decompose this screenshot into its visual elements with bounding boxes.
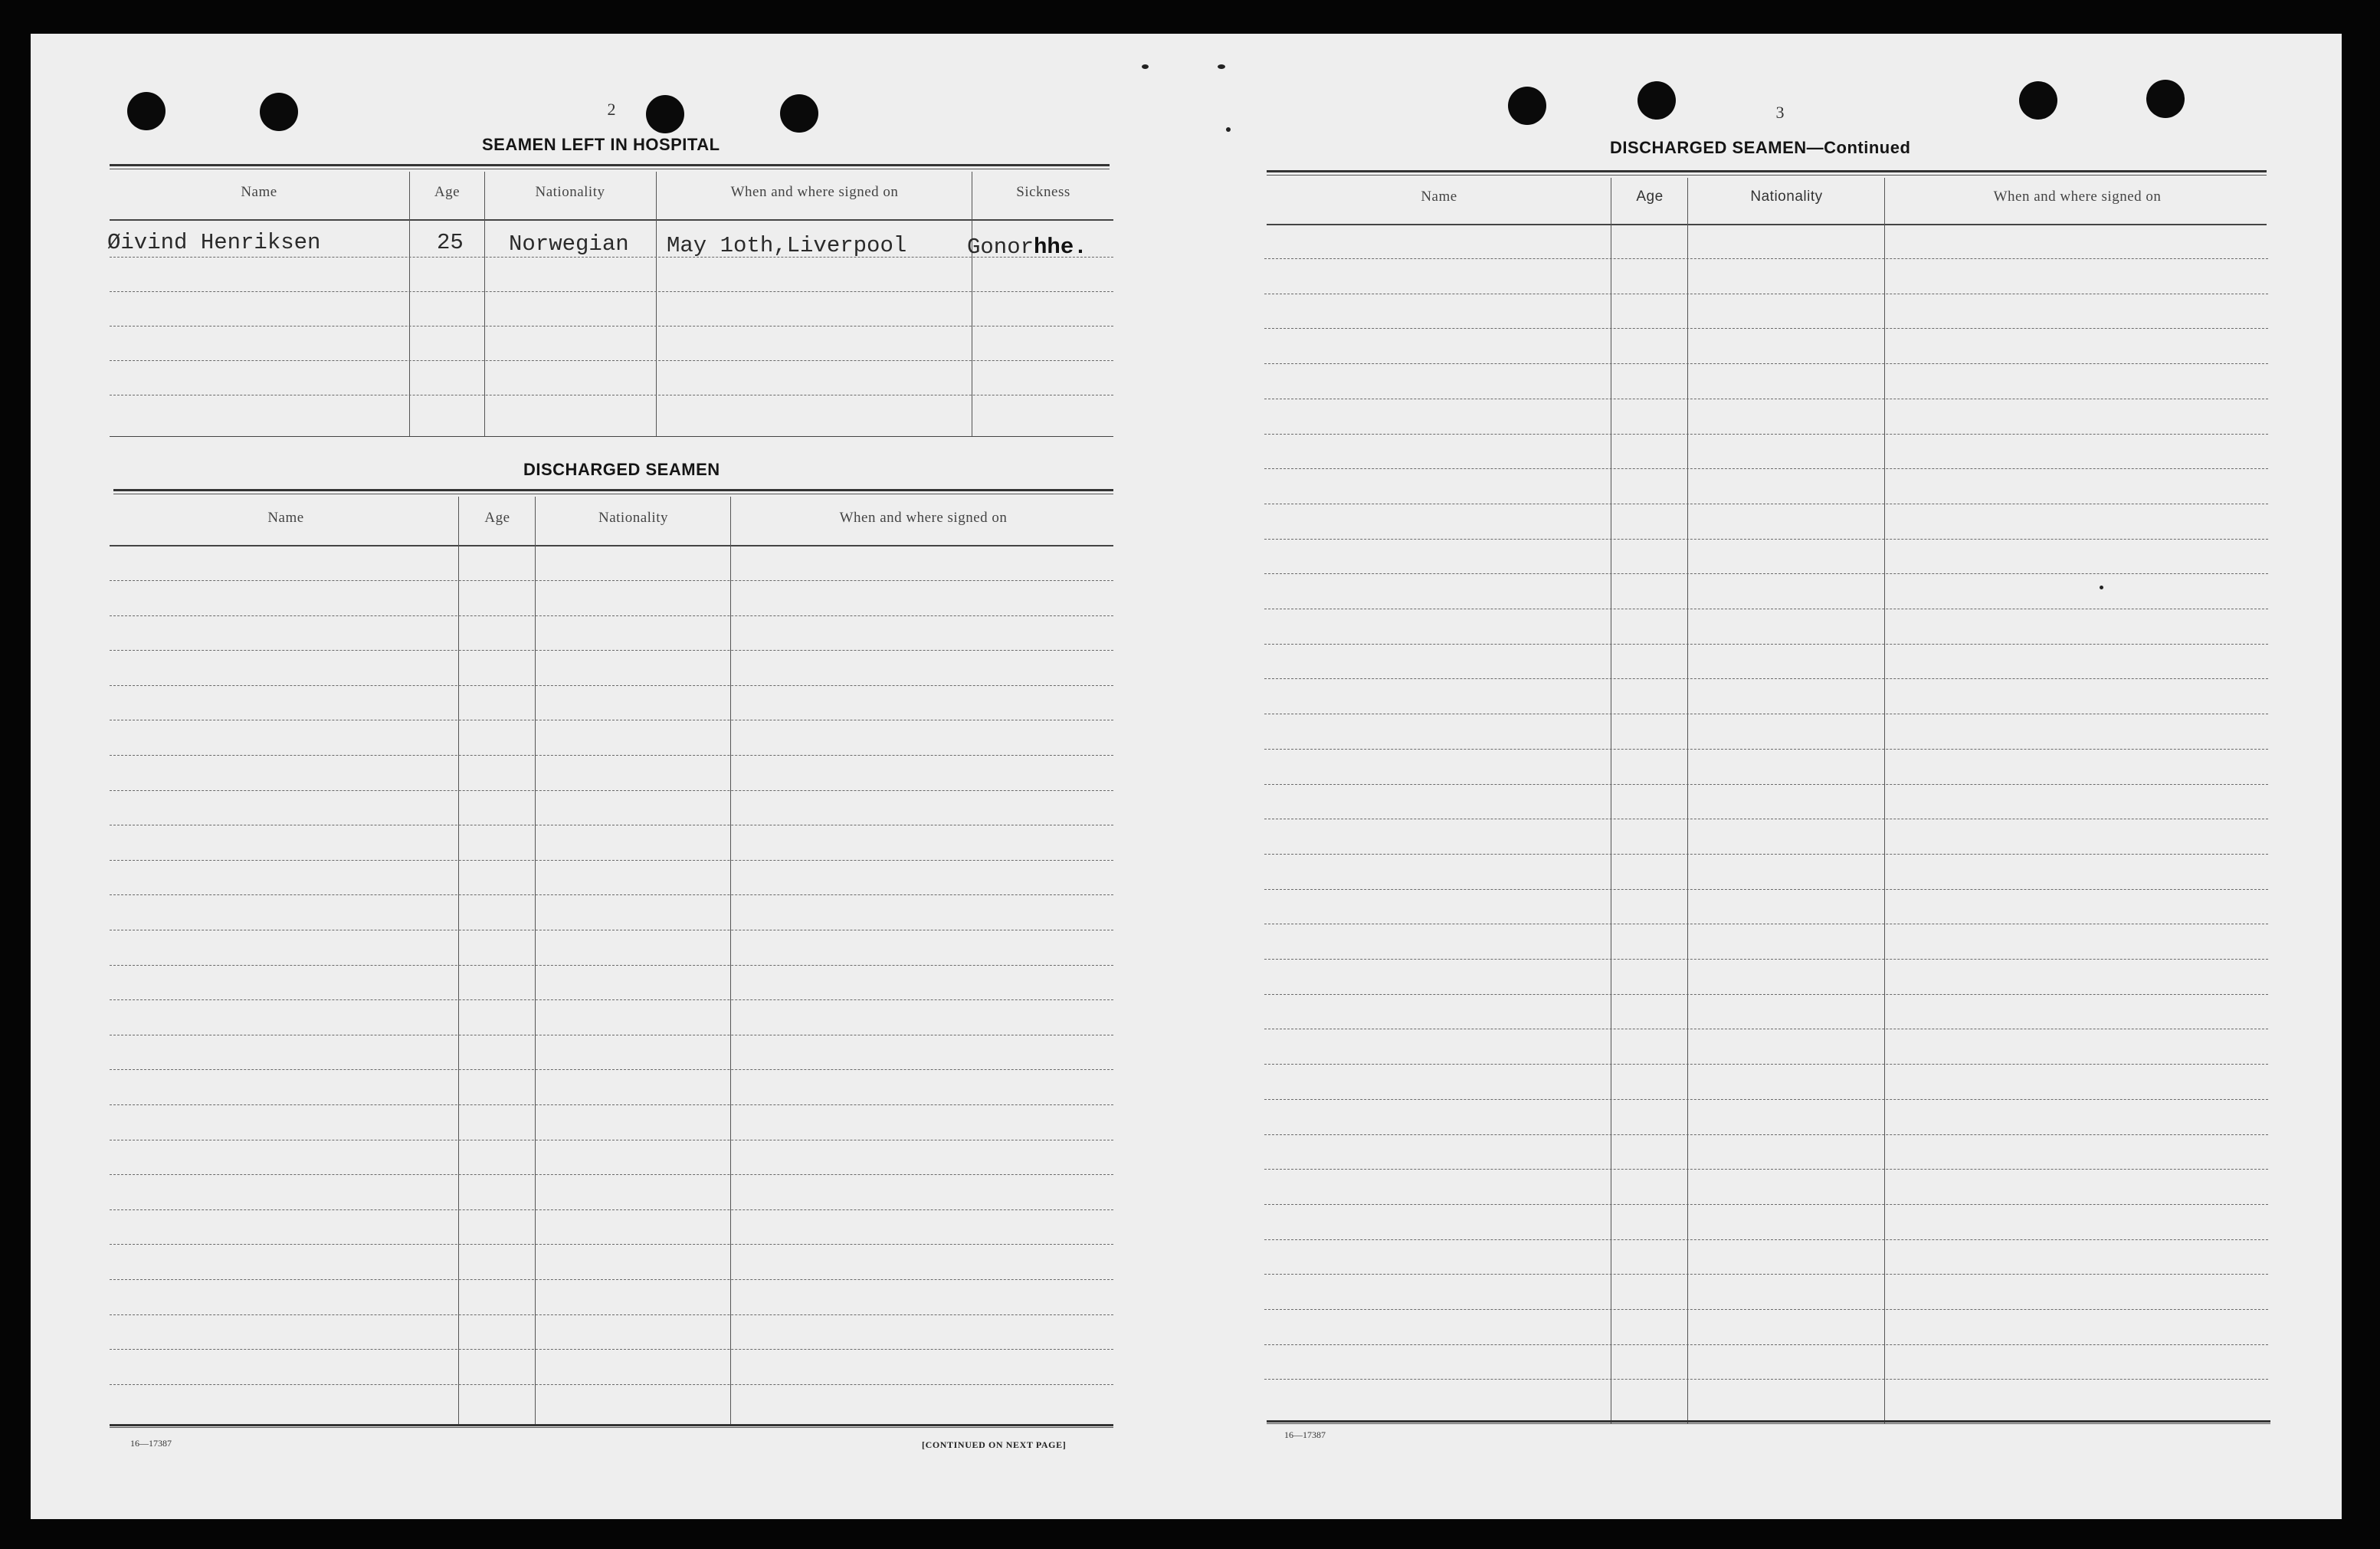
punch-hole bbox=[780, 94, 818, 133]
row-line bbox=[110, 650, 1113, 651]
row-line bbox=[1264, 749, 2268, 750]
column-divider bbox=[1884, 178, 1885, 1424]
discharged-section-title: DISCHARGED SEAMEN bbox=[523, 460, 720, 479]
punch-hole bbox=[127, 92, 166, 130]
table-top-rule bbox=[113, 489, 1113, 494]
row-line bbox=[110, 1104, 1113, 1105]
row-line bbox=[110, 1314, 1113, 1315]
row-line bbox=[1264, 468, 2268, 469]
row-line bbox=[1264, 539, 2268, 540]
table-top-rule bbox=[110, 164, 1110, 169]
row-line bbox=[110, 1174, 1113, 1175]
page-number: 3 bbox=[1775, 103, 1785, 122]
column-divider bbox=[458, 497, 459, 1426]
sickness-overtyped: hhe. bbox=[1034, 235, 1087, 260]
row-line bbox=[110, 860, 1113, 861]
row-line bbox=[110, 755, 1113, 756]
row-line bbox=[1264, 1134, 2268, 1135]
row-line bbox=[1264, 573, 2268, 574]
row-line bbox=[110, 1279, 1113, 1280]
column-divider bbox=[656, 172, 657, 437]
paper-speck bbox=[1226, 127, 1231, 132]
column-divider bbox=[484, 172, 485, 437]
row-line bbox=[1264, 1169, 2268, 1170]
header-rule bbox=[110, 219, 1113, 221]
row-line bbox=[110, 360, 1113, 361]
discharged-continued-title: DISCHARGED SEAMEN—Continued bbox=[1610, 138, 1911, 157]
punch-hole bbox=[1508, 87, 1546, 125]
hospital-section-title: SEAMEN LEFT IN HOSPITAL bbox=[482, 135, 720, 154]
hospital-row-sickness bbox=[967, 235, 1087, 260]
col-header-age: Age bbox=[434, 184, 461, 200]
row-line bbox=[1264, 1099, 2268, 1100]
table-bottom-rule bbox=[1267, 1420, 2270, 1424]
hospital-row-age: 25 bbox=[437, 230, 464, 255]
row-line bbox=[110, 1209, 1113, 1210]
continued-note: [CONTINUED ON NEXT PAGE] bbox=[922, 1439, 1067, 1450]
col-header-nationality: Nationality bbox=[598, 510, 668, 526]
row-line bbox=[1264, 1204, 2268, 1205]
row-line bbox=[1264, 678, 2268, 679]
column-divider bbox=[730, 497, 731, 1426]
col-header-name: Name bbox=[267, 510, 304, 526]
row-line bbox=[1264, 994, 2268, 995]
paper-speck bbox=[1218, 64, 1225, 69]
column-divider bbox=[409, 172, 410, 437]
punch-hole bbox=[646, 95, 684, 133]
table-bottom-rule bbox=[110, 1424, 1113, 1428]
col-header-signed-on: When and where signed on bbox=[1993, 189, 2162, 205]
col-header-signed-on: When and where signed on bbox=[730, 184, 899, 200]
col-header-age: Age bbox=[484, 510, 510, 526]
row-line bbox=[110, 1244, 1113, 1245]
form-number: 16—17387 bbox=[1284, 1429, 1326, 1440]
row-line bbox=[110, 326, 1113, 327]
header-rule bbox=[1267, 224, 2267, 225]
punch-hole bbox=[2019, 81, 2057, 120]
row-line bbox=[1264, 434, 2268, 435]
table-bottom-rule bbox=[110, 436, 1113, 437]
col-header-sickness: Sickness bbox=[1016, 184, 1070, 200]
row-line bbox=[110, 257, 1113, 258]
punch-hole bbox=[1637, 81, 1676, 120]
col-header-name: Name bbox=[1421, 189, 1457, 205]
form-number: 16—17387 bbox=[130, 1438, 172, 1449]
row-line bbox=[1264, 1379, 2268, 1380]
row-line bbox=[1264, 1274, 2268, 1275]
row-line bbox=[1264, 1344, 2268, 1345]
row-line bbox=[110, 291, 1113, 292]
row-line bbox=[1264, 1309, 2268, 1310]
row-line bbox=[110, 1349, 1113, 1350]
row-line bbox=[110, 615, 1113, 616]
col-header-name: Name bbox=[241, 184, 277, 200]
row-line bbox=[1264, 258, 2268, 259]
row-line bbox=[1264, 328, 2268, 329]
row-line bbox=[110, 1384, 1113, 1385]
row-line bbox=[1264, 1064, 2268, 1065]
paper-speck bbox=[2100, 586, 2103, 589]
hospital-row-signed-on: May 1oth,Liverpool bbox=[667, 233, 907, 258]
row-line bbox=[1264, 363, 2268, 364]
punch-hole bbox=[260, 93, 298, 131]
row-line bbox=[1264, 889, 2268, 890]
hospital-row-nationality: Norwegian bbox=[509, 231, 629, 257]
col-header-signed-on: When and where signed on bbox=[839, 510, 1008, 526]
column-divider bbox=[1687, 178, 1688, 1424]
row-line bbox=[110, 894, 1113, 895]
column-divider bbox=[535, 497, 536, 1426]
row-line bbox=[110, 580, 1113, 581]
paper-speck bbox=[1142, 64, 1149, 69]
row-line bbox=[1264, 1239, 2268, 1240]
col-header-nationality: Nationality bbox=[1750, 189, 1823, 205]
row-line bbox=[1264, 644, 2268, 645]
header-rule bbox=[110, 545, 1113, 546]
page-number: 2 bbox=[607, 100, 616, 119]
row-line bbox=[1264, 959, 2268, 960]
col-header-nationality: Nationality bbox=[535, 184, 605, 200]
row-line bbox=[110, 685, 1113, 686]
row-line bbox=[1264, 854, 2268, 855]
hospital-row-name: Øivind Henriksen bbox=[107, 230, 321, 255]
row-line bbox=[110, 999, 1113, 1000]
row-line bbox=[110, 790, 1113, 791]
punch-hole bbox=[2146, 80, 2185, 118]
row-line bbox=[110, 1069, 1113, 1070]
row-line bbox=[1264, 784, 2268, 785]
sickness-plain: Gonor bbox=[967, 235, 1034, 260]
row-line bbox=[110, 965, 1113, 966]
col-header-age: Age bbox=[1636, 189, 1664, 205]
table-top-rule bbox=[1267, 170, 2267, 176]
